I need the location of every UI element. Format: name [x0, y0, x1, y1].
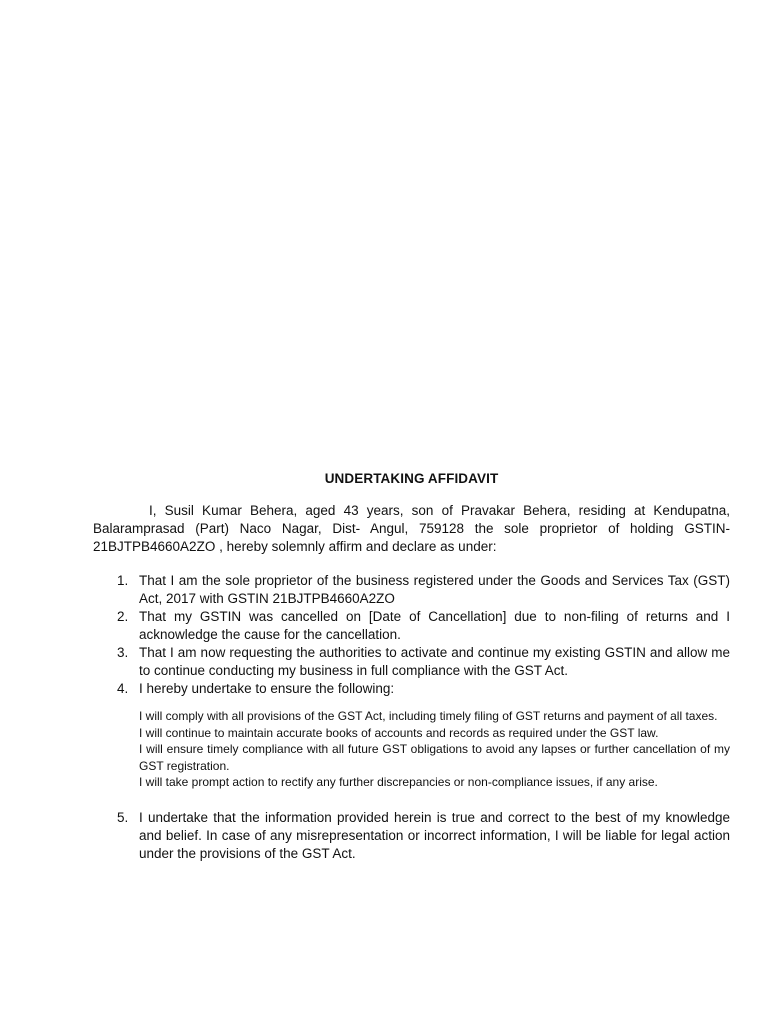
clause-number: 3. — [117, 645, 129, 660]
clause-item-2 — [93, 608, 730, 644]
undertaking-item: I will take prompt action to rectify any further discrepancies or non-compliance issues, if any arise. — [139, 775, 658, 789]
undertaking-item: I will comply with all provisions of the GST Act, including timely filing of GST returns and payment of all taxes. — [139, 709, 718, 723]
clause-item-1 — [93, 572, 730, 608]
affidavit-body — [93, 470, 730, 863]
clause-text: I undertake that the information provided herein is true and correct to the best of my knowledge and belief. In case of any misrepresentation or incorrect information, I will be liable for legal action under the provisions of the GST Act. — [139, 809, 730, 861]
clause-number: 4. — [117, 681, 129, 696]
clause-number: 2. — [117, 609, 129, 624]
clause-text: I hereby undertake to ensure the following: — [139, 681, 395, 696]
clause-item-5 — [93, 809, 730, 863]
clause-text: That I am the sole proprietor of the business registered under the Goods and Services Tax (GST) Act, 2017 with GSTIN 21BJTPB4660A2ZO — [139, 573, 730, 606]
undertaking-item: I will continue to maintain accurate books of accounts and records as required under the GST law. — [139, 725, 659, 740]
clause-item-3 — [93, 644, 730, 680]
clause-number: 5. — [117, 809, 129, 825]
clause-text: That I am now requesting the authorities to activate and continue my existing GSTIN and allow me to continue conducting my business in full compliance with the GST Act. — [139, 645, 730, 678]
clause-number: 1. — [117, 573, 129, 588]
undertaking-item: I will ensure timely compliance with all future GST obligations to avoid any lapses or further cancellation of my GST registration. — [139, 742, 730, 773]
document-title: UNDERTAKING AFFIDAVIT — [324, 471, 499, 486]
clause-list — [93, 572, 730, 698]
intro-paragraph: I, Susil Kumar Behera, aged 43 years, son of Pravakar Behera, residing at Kendupatna, Balaramprasad (Part) Naco Nagar, Dist- Angul, 759128 the sole proprietor of holding GSTIN-21BJTPB4660A2ZO , hereby solemnly affirm and declare as under: — [93, 503, 730, 554]
clause-text: That my GSTIN was cancelled on [Date of Cancellation] due to non-filing of returns and I acknowledge the cause for the cancellation. — [139, 609, 730, 642]
clause-list-continued — [93, 809, 730, 863]
clause-item-4 — [93, 680, 730, 698]
undertaking-list — [93, 708, 730, 791]
